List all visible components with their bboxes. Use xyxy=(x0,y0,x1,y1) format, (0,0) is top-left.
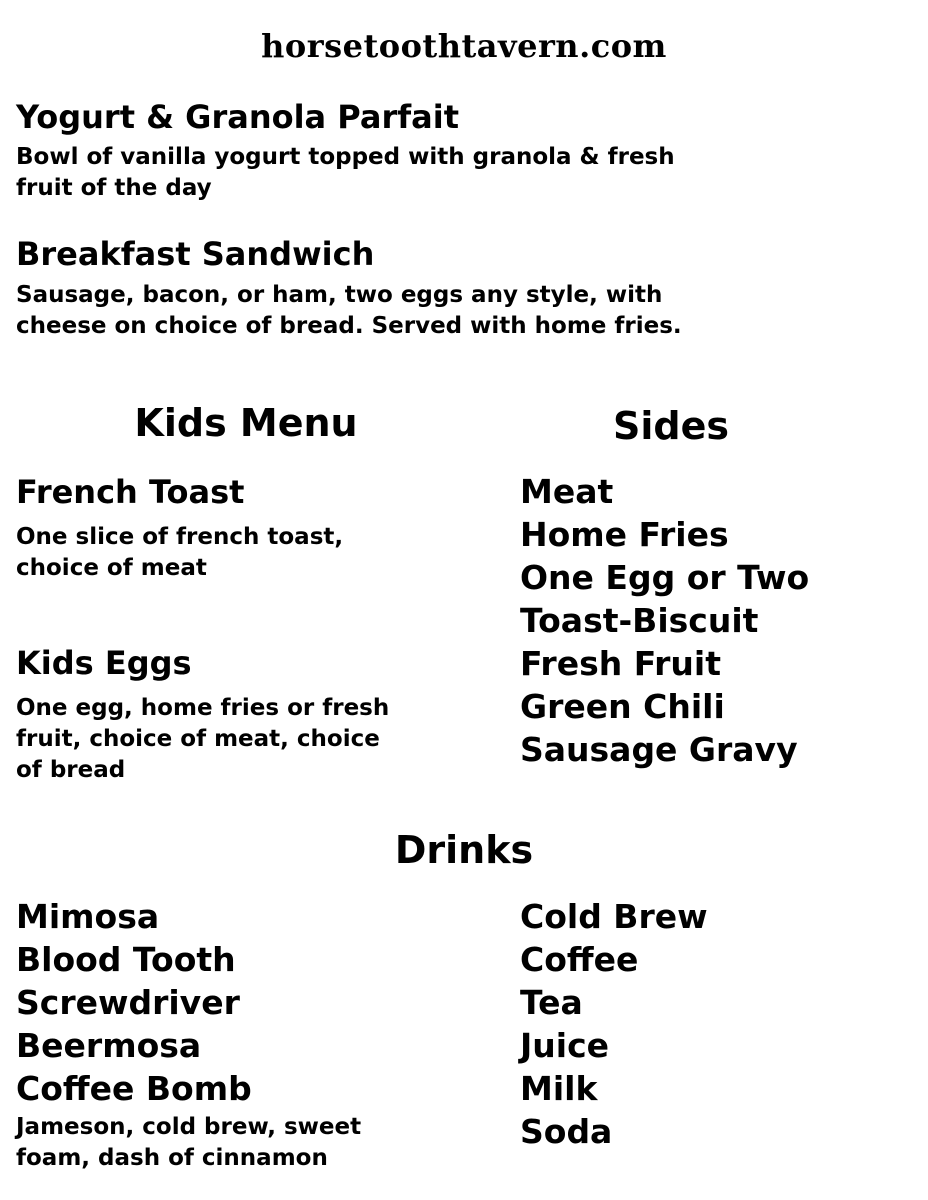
drinks-list-left xyxy=(16,895,252,1110)
kids-eggs-desc-line3: of bread xyxy=(16,757,126,783)
drink-item: Coffee Bomb xyxy=(16,1069,252,1108)
drink-item: Mimosa xyxy=(16,897,160,936)
parfait-desc-line2: fruit of the day xyxy=(16,175,212,201)
french-toast-title: French Toast xyxy=(16,473,245,511)
sides-item: Green Chili xyxy=(520,687,725,726)
french-toast-desc-line1: One slice of french toast, xyxy=(16,524,344,550)
kids-eggs-desc-line2: fruit, choice of meat, choice xyxy=(16,726,380,752)
sandwich-desc-line1: Sausage, bacon, or ham, two eggs any style, with xyxy=(16,282,663,308)
drink-item: Tea xyxy=(520,983,583,1022)
sides-item: Toast-Biscuit xyxy=(520,601,759,640)
drink-item: Cold Brew xyxy=(520,897,708,936)
sides-item: Sausage Gravy xyxy=(520,730,798,769)
coffee-bomb-desc-line2: foam, dash of cinnamon xyxy=(16,1145,328,1171)
sandwich-desc-line2: cheese on choice of bread. Served with home fries. xyxy=(16,313,682,339)
drink-item: Juice xyxy=(520,1026,610,1065)
drink-item: Blood Tooth xyxy=(16,940,236,979)
kids-eggs-title: Kids Eggs xyxy=(16,644,192,682)
drink-item: Beermosa xyxy=(16,1026,202,1065)
site-url: horsetoothtavern.com xyxy=(261,27,667,65)
drinks-heading: Drinks xyxy=(394,828,534,872)
parfait-title: Yogurt & Granola Parfait xyxy=(16,98,460,136)
drink-item: Screwdriver xyxy=(16,983,240,1022)
kids-eggs-desc-line1: One egg, home fries or fresh xyxy=(16,695,390,721)
drinks-list-right xyxy=(520,895,708,1153)
sides-item: Fresh Fruit xyxy=(520,644,721,683)
drink-item: Milk xyxy=(520,1069,598,1108)
sides-item: One Egg or Two xyxy=(520,558,810,597)
sides-list xyxy=(520,470,809,771)
kids-menu-heading: Kids Menu xyxy=(134,401,358,445)
sandwich-title: Breakfast Sandwich xyxy=(16,235,375,273)
coffee-bomb-desc-line1: Jameson, cold brew, sweet xyxy=(16,1114,362,1140)
french-toast-desc-line2: choice of meat xyxy=(16,555,207,581)
sides-heading: Sides xyxy=(613,404,729,448)
drink-item: Soda xyxy=(520,1112,613,1151)
parfait-desc-line1: Bowl of vanilla yogurt topped with granola & fresh xyxy=(16,144,675,170)
sides-item: Meat xyxy=(520,472,614,511)
sides-item: Home Fries xyxy=(520,515,729,554)
drink-item: Coffee xyxy=(520,940,639,979)
